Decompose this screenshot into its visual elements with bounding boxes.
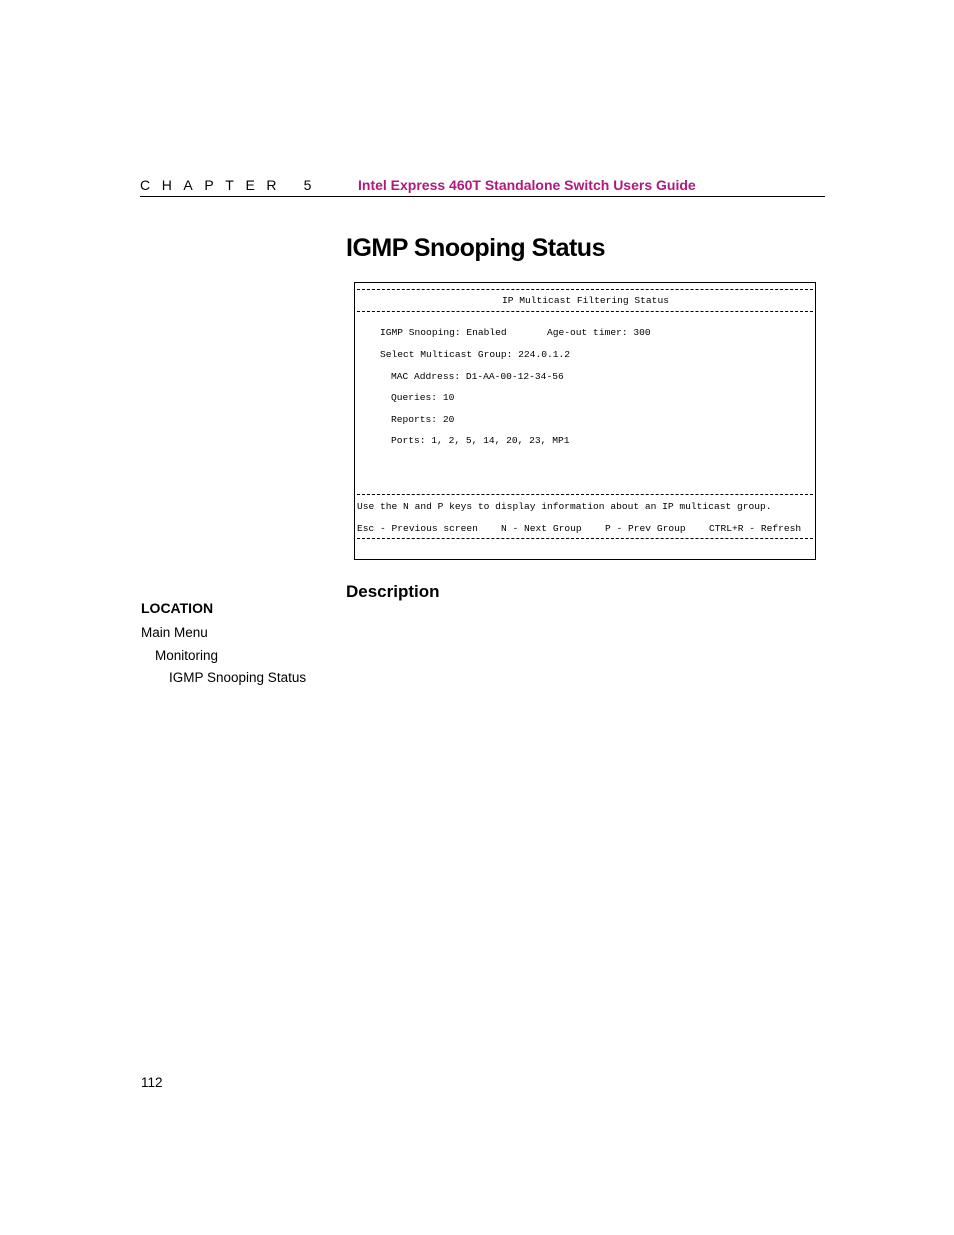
location-igmp-snooping-status: IGMP Snooping Status <box>169 670 307 685</box>
description-heading: Description <box>346 582 440 601</box>
terminal-rule <box>357 494 813 495</box>
queries-count: Queries: 10 <box>391 392 455 403</box>
chapter-label: CHAPTER 5 <box>140 177 323 193</box>
page-title: IGMP Snooping Status <box>346 234 605 262</box>
igmp-snooping-status: IGMP Snooping: Enabled <box>380 327 507 338</box>
location-main-menu: Main Menu <box>141 625 208 640</box>
help-text: Use the N and P keys to display information about an IP multicast group. <box>357 501 772 512</box>
key-prev-group[interactable]: P - Prev Group <box>605 523 686 534</box>
book-title: Intel Express 460T Standalone Switch Users Guide <box>358 177 696 193</box>
age-out-timer: Age-out timer: 300 <box>547 327 651 338</box>
terminal-rule <box>357 289 813 290</box>
location-heading: LOCATION <box>141 600 214 616</box>
select-multicast-group[interactable]: Select Multicast Group: 224.0.1.2 <box>380 349 570 360</box>
page-number: 112 <box>141 1075 163 1090</box>
key-refresh[interactable]: CTRL+R - Refresh <box>709 523 802 534</box>
running-head <box>140 176 825 197</box>
key-next-group[interactable]: N - Next Group <box>501 523 582 534</box>
terminal-title: IP Multicast Filtering Status <box>502 295 669 306</box>
reports-count: Reports: 20 <box>391 414 455 425</box>
key-esc[interactable]: Esc - Previous screen <box>357 523 478 534</box>
terminal-rule <box>357 311 813 312</box>
terminal-screenshot <box>354 282 816 560</box>
location-monitoring: Monitoring <box>155 648 219 663</box>
terminal-rule <box>357 538 813 539</box>
ports-list: Ports: 1, 2, 5, 14, 20, 23, MP1 <box>391 435 570 446</box>
mac-address: MAC Address: D1-AA-00-12-34-56 <box>391 371 564 382</box>
